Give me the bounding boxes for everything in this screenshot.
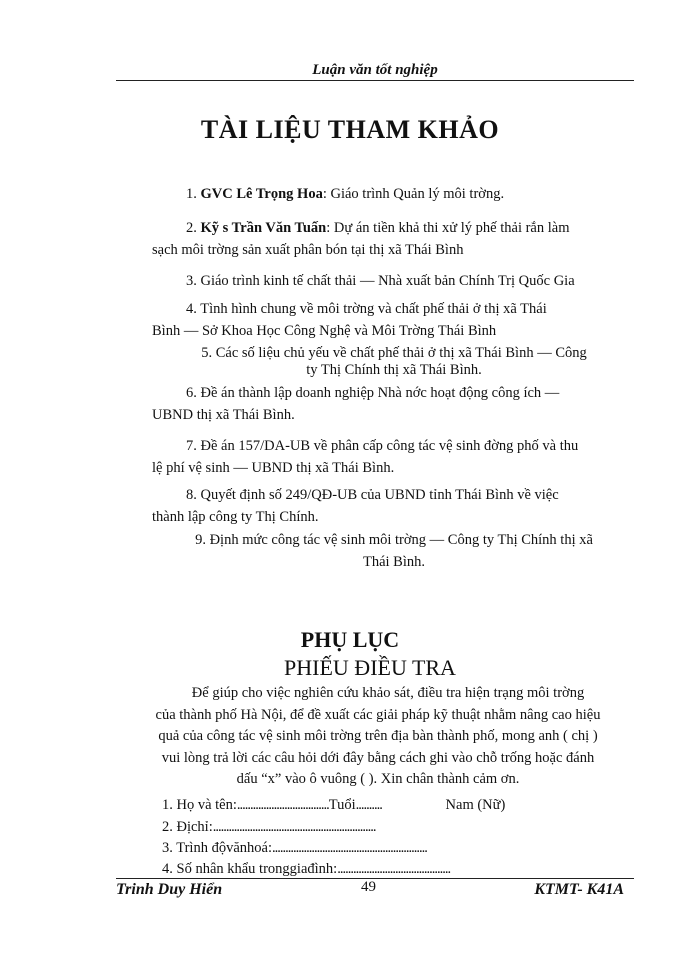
running-title: Luận văn tốt nghiệp: [312, 62, 438, 78]
reference-item: 4. Tình hình chung về môi trờng và chất phế thải ở thị xã Thái Bình — Sở Khoa Học Công Nghệ và Môi Trờng Thái Bình: [152, 301, 547, 339]
page-title: TÀI LIỆU THAM KHẢO: [200, 115, 500, 144]
form-field-education[interactable]: 3. Trình độvănhoá:...........................................................: [162, 840, 427, 856]
survey-title: PHIẾU ĐIỀU TRA: [284, 655, 456, 680]
footer-class-code: KTMT- K41A: [534, 881, 624, 898]
intro-line: Để giúp cho việc nghiên cứu khảo sát, điều tra hiện trạng môi trờng: [191, 685, 585, 701]
intro-line: của thành phố Hà Nội, để đề xuất các giải pháp kỹ thuật nhằm nâng cao hiệu: [155, 706, 601, 723]
reference-item: 9. Định mức công tác vệ sinh môi trờng — Công ty Thị Chính thị xã Thái Bình.: [195, 532, 593, 570]
reference-item: 2. Kỹ s Trần Văn Tuấn: Dự án tiền khả thi xử lý phế thải rắn làm sạch môi trờng sản xuất phân bón tại thị xã Thái Bình: [152, 220, 570, 258]
running-header: [116, 62, 634, 81]
survey-intro: [118, 683, 638, 791]
form-field-household[interactable]: 4. Số nhân khẩu tronggiađình:...........................................: [162, 861, 451, 877]
intro-line: quả của công tác vệ sinh môi trờng trên địa bàn thành phố, mong anh ( chị ): [158, 728, 598, 744]
reference-item: 7. Đề án 157/DA-UB về phân cấp công tác vệ sinh đờng phố và thu lệ phí vệ sinh — UBND thị xã Thái Bình.: [152, 438, 579, 476]
reference-item: 8. Quyết định số 249/QĐ-UB của UBND tỉnh Thái Bình về việc thành lập công ty Thị Chính.: [152, 487, 559, 525]
page-footer: [116, 878, 634, 903]
gender-option[interactable]: Nam (Nữ): [445, 797, 506, 813]
reference-item: 5. Các số liệu chủ yếu về chất phế thải ở thị xã Thái Bình — Công ty Thị Chính thị xã Thái Bình.: [201, 345, 587, 378]
form-field-name[interactable]: 1. Họ và tên:...................................Tuổi.......... Nam (Nữ): [162, 797, 506, 813]
intro-line: vui lòng trả lời các câu hỏi dới đây bằng cách ghi vào chỗ trống hoặc đánh: [161, 749, 595, 766]
reference-item: 1. GVC Lê Trọng Hoa: Giáo trình Quản lý môi trờng.: [186, 186, 505, 202]
reference-item: 3. Giáo trình kinh tế chất thải — Nhà xuất bản Chính Trị Quốc Gia: [186, 273, 575, 289]
form-field-address[interactable]: 2. Địchỉ:..............................................................: [162, 819, 376, 835]
footer-author: Trinh Duy Hiển: [116, 881, 223, 898]
page-number: 49: [361, 879, 376, 895]
appendix-heading: PHỤ LỤC: [300, 627, 400, 652]
reference-item: 6. Đề án thành lập doanh nghiệp Nhà nớc hoạt động công ích — UBND thị xã Thái Bình.: [152, 385, 560, 423]
intro-line: dấu “x” vào ô vuông ( ). Xin chân thành cảm ơn.: [236, 771, 520, 787]
